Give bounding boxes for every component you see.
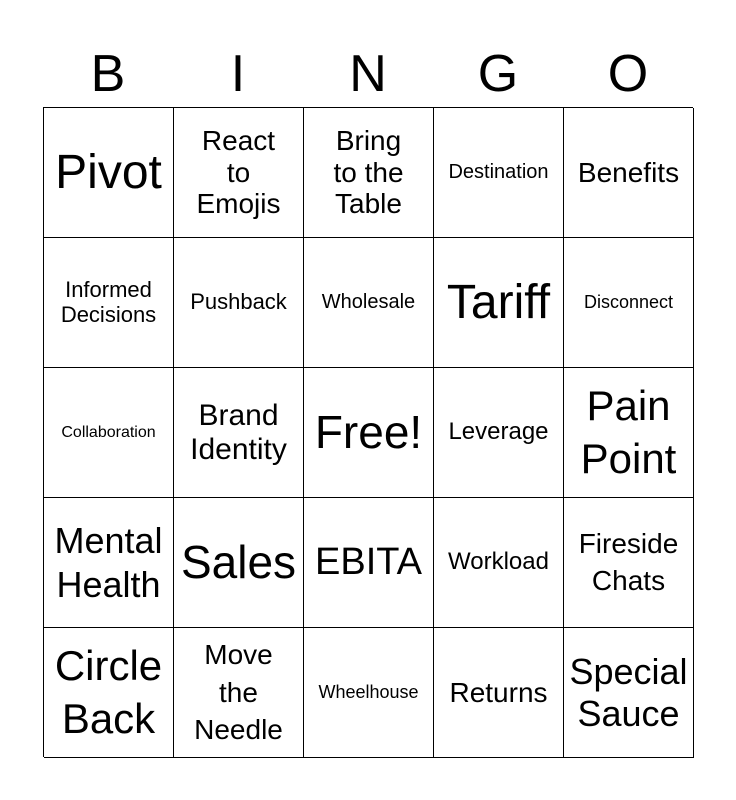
cell-text: Workload bbox=[448, 548, 549, 576]
bingo-cell-r5-c5[interactable] bbox=[564, 628, 694, 758]
cell-text: Disconnect bbox=[583, 292, 674, 313]
cell-text: Pain Point bbox=[580, 382, 677, 482]
bingo-cell-r3-c5[interactable] bbox=[564, 368, 694, 498]
cell-text: Informed Decisions bbox=[60, 276, 157, 327]
cell-text: Brand Identity bbox=[190, 398, 287, 466]
bingo-cell-r5-c2[interactable] bbox=[174, 628, 304, 758]
bingo-cell-r1-c5[interactable] bbox=[564, 108, 694, 238]
bingo-cell-r5-c1[interactable] bbox=[44, 628, 174, 758]
bingo-header bbox=[43, 40, 693, 108]
cell-text: Circle Back bbox=[54, 642, 163, 742]
bingo-board bbox=[43, 107, 693, 757]
header-letter-o: O bbox=[607, 45, 649, 103]
cell-text: Leverage bbox=[448, 418, 549, 446]
cell-text: Move the Needle bbox=[194, 638, 283, 746]
cell-text: Special Sauce bbox=[569, 651, 688, 734]
cell-text: Wheelhouse bbox=[318, 682, 419, 703]
header-letter-i: I bbox=[230, 45, 246, 103]
bingo-cell-r1-c3[interactable] bbox=[304, 108, 434, 238]
bingo-cell-r2-c4[interactable] bbox=[434, 238, 564, 368]
bingo-cell-r3-c4[interactable] bbox=[434, 368, 564, 498]
free-space-text: Free! bbox=[314, 405, 423, 458]
bingo-cell-r3-c1[interactable] bbox=[44, 368, 174, 498]
cell-text: Wholesale bbox=[321, 291, 416, 314]
bingo-cell-r2-c3[interactable] bbox=[304, 238, 434, 368]
header-letter-b: B bbox=[90, 45, 126, 103]
bingo-cell-r5-c4[interactable] bbox=[434, 628, 564, 758]
cell-text: EBITA bbox=[315, 541, 422, 584]
cell-text: Benefits bbox=[577, 156, 680, 188]
cell-text: Destination bbox=[448, 161, 549, 184]
bingo-cell-r2-c1[interactable] bbox=[44, 238, 174, 368]
header-letter-g: G bbox=[477, 45, 519, 103]
bingo-cell-r4-c2[interactable] bbox=[174, 498, 304, 628]
cell-text: Pushback bbox=[190, 289, 287, 315]
bingo-cell-r1-c2[interactable] bbox=[174, 108, 304, 238]
bingo-cell-r2-c5[interactable] bbox=[564, 238, 694, 368]
cell-text: Mental Health bbox=[54, 519, 163, 605]
cell-text: Bring to the Table bbox=[333, 125, 404, 220]
header-letter-n: N bbox=[349, 45, 387, 103]
cell-text: Collaboration bbox=[61, 423, 156, 441]
bingo-cell-r4-c5[interactable] bbox=[564, 498, 694, 628]
cell-text: Tariff bbox=[446, 275, 551, 329]
bingo-cell-r4-c3[interactable] bbox=[304, 498, 434, 628]
cell-text: Pivot bbox=[55, 145, 162, 199]
bingo-cell-free[interactable] bbox=[304, 368, 434, 498]
cell-text: Fireside Chats bbox=[578, 528, 679, 596]
bingo-cell-r1-c4[interactable] bbox=[434, 108, 564, 238]
bingo-cell-r4-c4[interactable] bbox=[434, 498, 564, 628]
bingo-cell-r5-c3[interactable] bbox=[304, 628, 434, 758]
cell-text: Sales bbox=[180, 535, 297, 588]
bingo-cell-r1-c1[interactable] bbox=[44, 108, 174, 238]
bingo-cell-r3-c2[interactable] bbox=[174, 368, 304, 498]
cell-text: React to Emojis bbox=[196, 125, 281, 220]
cell-text: Returns bbox=[449, 676, 548, 708]
bingo-cell-r4-c1[interactable] bbox=[44, 498, 174, 628]
bingo-cell-r2-c2[interactable] bbox=[174, 238, 304, 368]
